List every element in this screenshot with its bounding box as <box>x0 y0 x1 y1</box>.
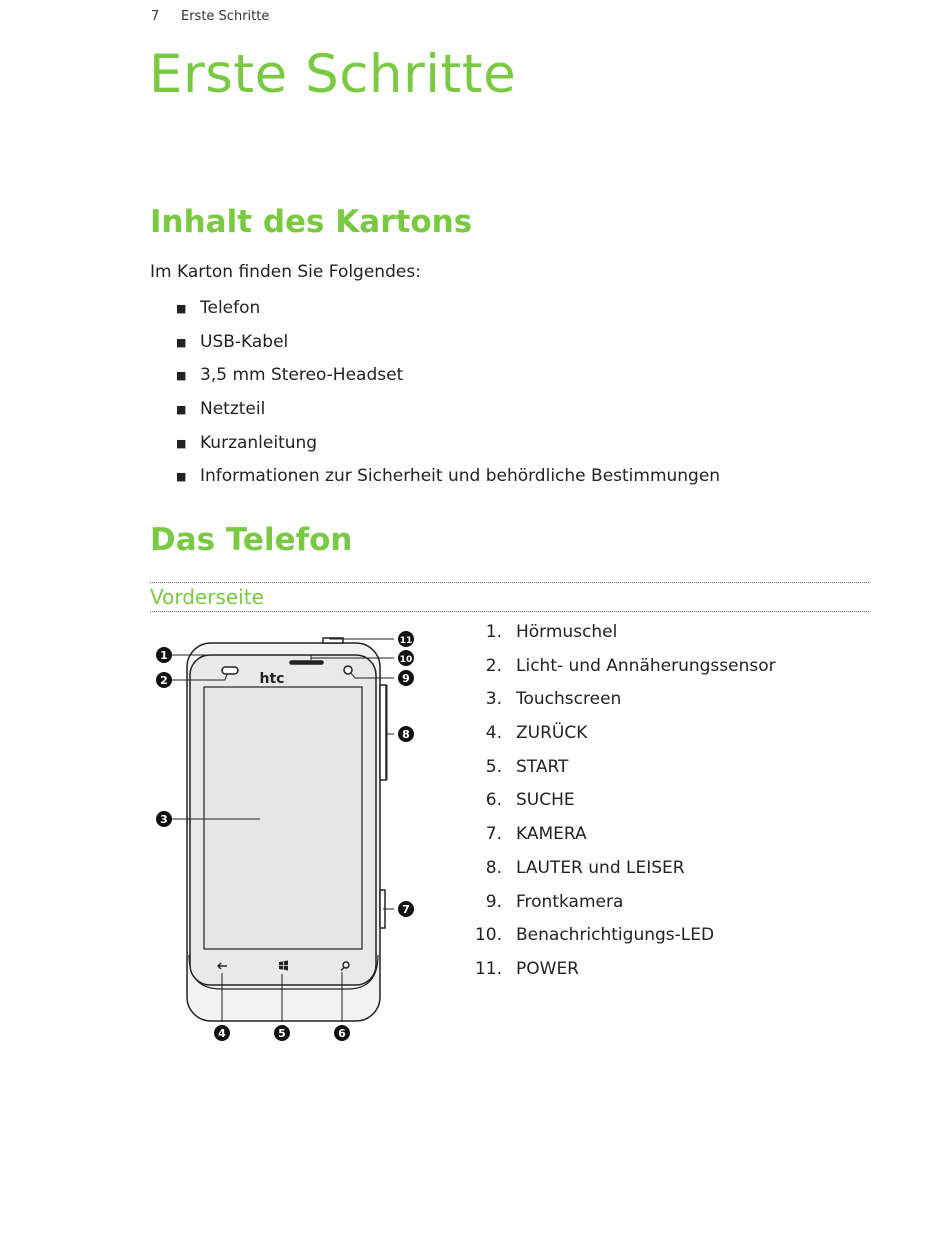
svg-text:1: 1 <box>160 649 168 662</box>
running-header <box>151 9 269 24</box>
list-item <box>176 332 720 366</box>
list-item <box>470 656 776 690</box>
list-item-number: 10. <box>474 925 502 946</box>
callout-8 <box>398 726 414 742</box>
list-item-text: Touchscreen <box>516 689 622 710</box>
list-item-text: Informationen zur Sicherheit und behördliche Bestimmungen <box>200 466 721 487</box>
list-item <box>176 399 720 433</box>
bullet-icon: ■ <box>176 436 187 450</box>
svg-text:9: 9 <box>402 672 410 685</box>
bullet-icon: ■ <box>176 335 187 349</box>
svg-text:7: 7 <box>402 903 410 916</box>
list-item <box>470 622 776 656</box>
list-item-number: 1. <box>485 622 502 642</box>
list-item-text: KAMERA <box>516 824 587 845</box>
phone-parts-list <box>470 622 776 993</box>
list-item <box>176 466 720 500</box>
list-item <box>470 689 776 723</box>
callout-1 <box>156 647 172 663</box>
list-item-number: 3. <box>485 689 502 710</box>
list-item-text: POWER <box>516 958 579 979</box>
list-item-number: 6. <box>485 790 502 811</box>
list-item-text: START <box>516 756 569 777</box>
list-item-text: Licht- und Annäherungssensor <box>516 655 776 676</box>
callout-6 <box>334 1025 350 1041</box>
list-item-number: 7. <box>485 824 502 845</box>
svg-text:5: 5 <box>278 1027 286 1040</box>
list-item <box>176 433 720 467</box>
svg-text:2: 2 <box>160 674 168 687</box>
bullet-icon: ■ <box>176 302 187 315</box>
callout-9 <box>398 670 414 686</box>
svg-text:11: 11 <box>399 636 413 646</box>
list-item <box>470 892 776 926</box>
bullet-icon: ■ <box>176 403 187 417</box>
list-item-text: Frontkamera <box>516 891 624 912</box>
list-item-number: 9. <box>485 891 502 912</box>
callout-5 <box>274 1025 290 1041</box>
svg-text:8: 8 <box>402 728 410 741</box>
list-item-text: SUCHE <box>516 790 575 811</box>
callout-4 <box>214 1025 230 1041</box>
list-item-text: LAUTER und LEISER <box>516 857 685 878</box>
list-item-number: 11. <box>474 958 502 979</box>
list-item-text: 3,5 mm Stereo-Headset <box>200 365 404 386</box>
callout-3 <box>156 811 172 827</box>
list-item <box>176 298 720 332</box>
bullet-icon: ■ <box>176 470 187 484</box>
phone-front-diagram <box>145 625 425 1050</box>
running-title: Erste Schritte <box>181 9 270 24</box>
list-item-text: Telefon <box>200 298 261 318</box>
list-item-text: ZURÜCK <box>516 723 588 744</box>
list-item-number: 5. <box>485 756 502 777</box>
subsection-title: Vorderseite <box>150 585 264 609</box>
callout-7 <box>398 901 414 917</box>
list-item-number: 8. <box>485 857 502 878</box>
subsection-heading <box>150 582 869 612</box>
htc-logo: htc <box>259 671 285 687</box>
callout-11 <box>398 631 414 647</box>
chapter-title: Erste Schritte <box>149 44 517 105</box>
section-title-phone: Das Telefon <box>150 522 353 558</box>
list-item-number: 2. <box>485 655 502 676</box>
bullet-icon: ■ <box>176 369 187 383</box>
svg-text:3: 3 <box>160 813 168 826</box>
callout-10 <box>398 650 414 666</box>
section-title-box-contents: Inhalt des Kartons <box>150 204 473 240</box>
list-item <box>470 959 776 993</box>
list-item <box>470 723 776 757</box>
list-item-text: Hörmuschel <box>516 622 618 642</box>
svg-text:4: 4 <box>218 1027 226 1040</box>
list-item <box>470 824 776 858</box>
box-contents-list <box>176 298 720 500</box>
list-item-text: Kurzanleitung <box>200 432 318 453</box>
list-item-text: Netzteil <box>200 399 266 420</box>
list-item <box>470 790 776 824</box>
list-item <box>470 925 776 959</box>
list-item <box>470 757 776 791</box>
svg-text:10: 10 <box>399 655 413 665</box>
box-contents-intro: Im Karton finden Sie Folgendes: <box>150 262 421 282</box>
list-item <box>470 858 776 892</box>
list-item <box>176 365 720 399</box>
svg-text:6: 6 <box>338 1027 346 1040</box>
callout-2 <box>156 672 172 688</box>
list-item-text: Benachrichtigungs-LED <box>516 925 715 946</box>
list-item-text: USB-Kabel <box>200 331 289 352</box>
list-item-number: 4. <box>485 723 502 744</box>
page-number: 7 <box>151 9 160 24</box>
